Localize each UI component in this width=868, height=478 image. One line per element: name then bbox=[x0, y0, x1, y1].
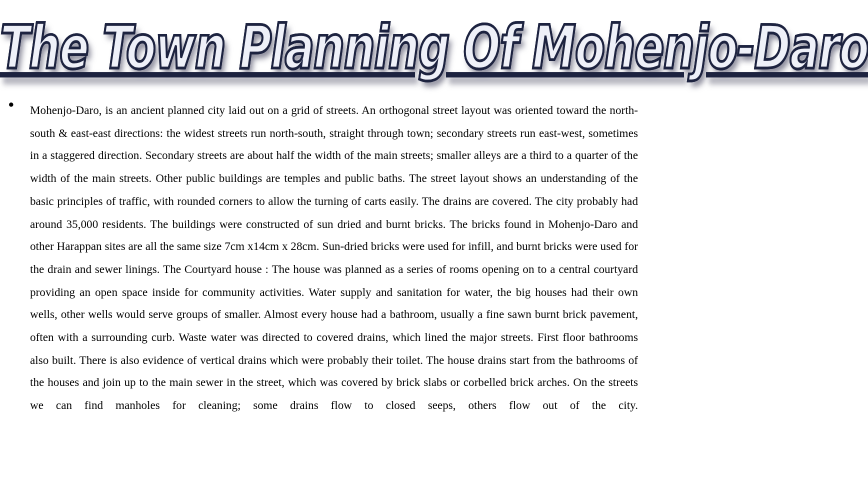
body-paragraph: Mohenjo-Daro, is an ancient planned city laid out on a grid of streets. An orthogonal street layout was oriented toward the north-south & east-east directions: the widest streets run north-south, straight through town; secondary streets run east-west, sometimes in a staggered direction. Secondary streets are about half the width of the main streets; smaller alleys are a third to a quarter of the width of the main streets. Other public buildings are temples and public baths. The street layout shows an understanding of the basic principles of traffic, with rounded corners to allow the turning of carts easily. The drains are covered. The city probably had around 35,000 residents. The buildings were constructed of sun dried and burnt bricks. The bricks found in Mohenjo-Daro and other Harappan sites are all the same size 7cm x14cm x 28cm. Sun-dried bricks were used for infill, and burnt bricks were used for the drain and sewer linings. The Courtyard house : The house was planned as a series of rooms opening on to a central courtyard providing an open space inside for community activities. Water supply and sanitation for water, the big houses had their own wells, other wells would serve groups of smaller. Almost every house had a bathroom, usually a fine sawn burnt brick pavement, often with a surrounding curb. Waste water was directed to covered drains, which lined the major streets. First floor bathrooms also built. There is also evidence of vertical drains which were probably their toilet. The house drains start from the bathrooms of the houses and join up to the main sewer in the street, which was covered by brick slabs or corbelled brick arches. On the streets we can find manholes for cleaning; some drains flow to closed seeps, others flow out of the city. bbox=[30, 104, 638, 413]
bullet-icon: • bbox=[8, 95, 15, 115]
slide-title: The Town Planning Of Mohenjo-Daro bbox=[0, 14, 868, 83]
title-area bbox=[0, 4, 868, 96]
